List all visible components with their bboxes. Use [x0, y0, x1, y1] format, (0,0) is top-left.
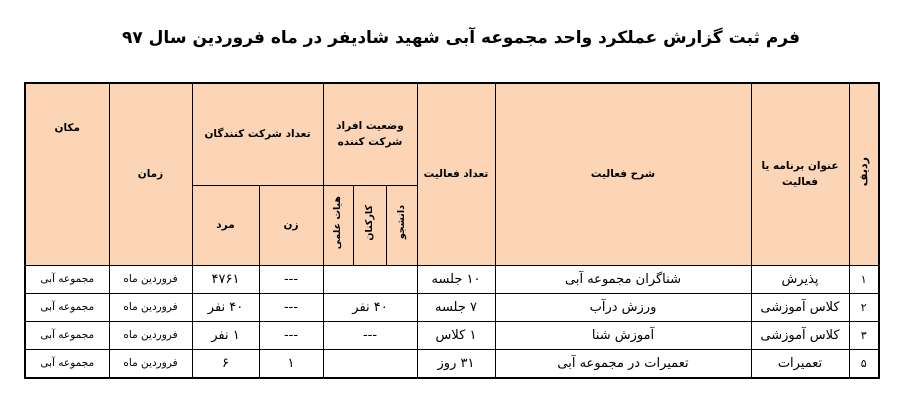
- cell-time: فروردین ماه: [109, 265, 192, 293]
- cell-status: ۴۰ نفر: [323, 293, 417, 321]
- header-male: مرد: [192, 185, 259, 265]
- header-count: تعداد فعالیت: [417, 83, 495, 265]
- cell-male: ۱ نفر: [192, 321, 259, 349]
- report-table: [24, 82, 880, 379]
- cell-program: کلاس آموزشی: [751, 293, 849, 321]
- cell-count: ۳۱ روز: [417, 349, 495, 378]
- cell-program: تعمیرات: [751, 349, 849, 378]
- cell-male: ۴۷۶۱: [192, 265, 259, 293]
- cell-program: پذیرش: [751, 265, 849, 293]
- cell-female: ---: [259, 293, 323, 321]
- header-status-faculty: هیات علمی: [323, 185, 353, 265]
- table-row: [25, 349, 879, 378]
- header-status-staff: کارکنان: [353, 185, 386, 265]
- cell-time: فروردین ماه: [109, 293, 192, 321]
- cell-male: ۴۰ نفر: [192, 293, 259, 321]
- header-female: زن: [259, 185, 323, 265]
- cell-female: ۱: [259, 349, 323, 378]
- cell-count: ۱ کلاس: [417, 321, 495, 349]
- cell-row: ۱: [849, 265, 879, 293]
- cell-program: کلاس آموزشی: [751, 321, 849, 349]
- cell-description: شناگران مجموعه آبی: [495, 265, 751, 293]
- cell-row: ۲: [849, 293, 879, 321]
- form-title: فرم ثبت گزارش عملکرد واحد مجموعه آبی شهید شادیفر در ماه فروردین سال ۹۷: [122, 28, 800, 48]
- header-place: مکان: [25, 83, 109, 265]
- cell-description: آموزش شنا: [495, 321, 751, 349]
- header-row-number: ردیف: [849, 83, 879, 265]
- cell-count: ۱۰ جلسه: [417, 265, 495, 293]
- header-status-students: دانشجو: [386, 185, 417, 265]
- cell-place: مجموعه آبی: [25, 321, 109, 349]
- cell-place: مجموعه آبی: [25, 293, 109, 321]
- header-status-group: وضعیت افراد شرکت کننده: [323, 83, 417, 185]
- cell-male: ۶: [192, 349, 259, 378]
- cell-female: ---: [259, 265, 323, 293]
- cell-count: ۷ جلسه: [417, 293, 495, 321]
- cell-row: ۳: [849, 321, 879, 349]
- table-row: [25, 321, 879, 349]
- cell-description: ورزش درآب: [495, 293, 751, 321]
- cell-place: مجموعه آبی: [25, 265, 109, 293]
- cell-status: ---: [323, 321, 417, 349]
- header-description: شرح فعالیت: [495, 83, 751, 265]
- header-program: عنوان برنامه یا فعالیت: [751, 83, 849, 265]
- cell-description: تعمیرات در مجموعه آبی: [495, 349, 751, 378]
- table-row: [25, 265, 879, 293]
- cell-row: ۵: [849, 349, 879, 378]
- cell-time: فروردین ماه: [109, 349, 192, 378]
- table-row: [25, 293, 879, 321]
- cell-female: ---: [259, 321, 323, 349]
- cell-time: فروردین ماه: [109, 321, 192, 349]
- cell-status: [323, 349, 417, 378]
- cell-place: مجموعه آبی: [25, 349, 109, 378]
- header-participants-group: تعداد شرکت کنندگان: [192, 83, 323, 185]
- header-time: زمان: [109, 83, 192, 265]
- cell-status: [323, 265, 417, 293]
